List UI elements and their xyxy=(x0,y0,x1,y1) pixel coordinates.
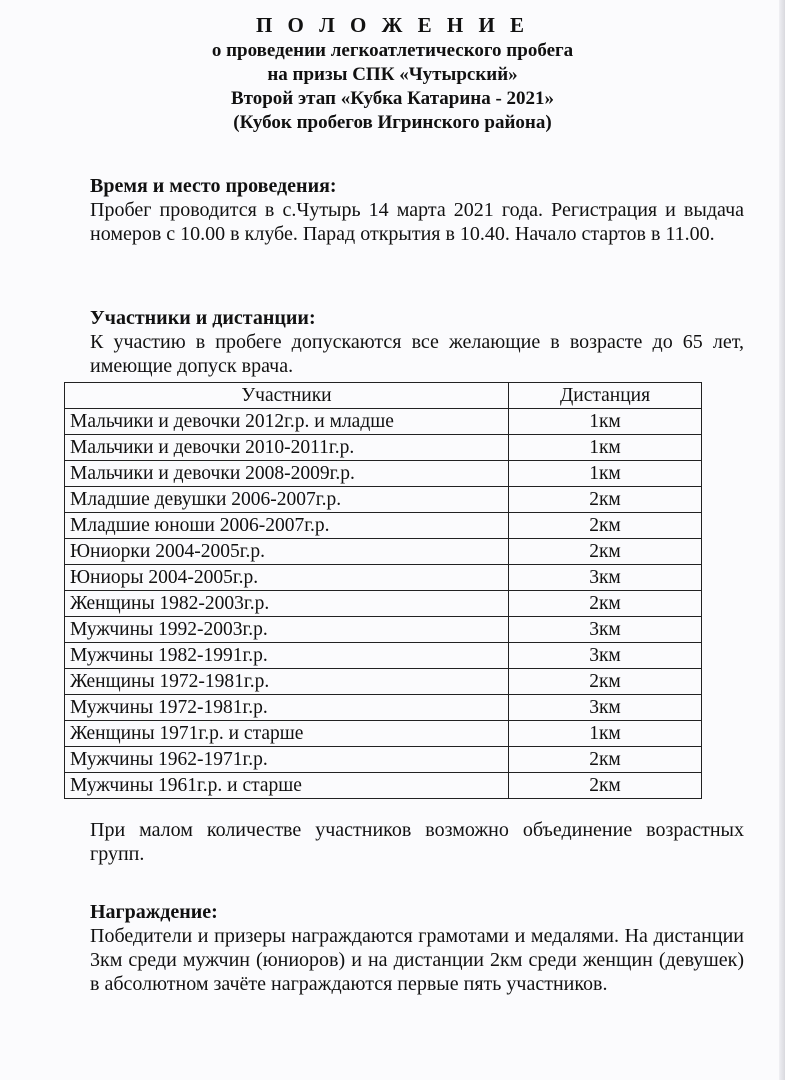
participants-text: К участию в пробеге допускаются все желающие в возрасте до 65 лет, имеющие допуск врача. xyxy=(90,331,744,377)
participant-group-cell: Юниорки 2004-2005г.р. xyxy=(65,539,509,565)
table-row xyxy=(65,721,702,747)
table-body xyxy=(65,409,702,799)
participant-group-cell: Мужчины 1992-2003г.р. xyxy=(65,617,509,643)
distance-cell: 1км xyxy=(509,721,702,747)
table-row xyxy=(65,513,702,539)
participant-group-cell: Мальчики и девочки 2012г.р. и младше xyxy=(65,409,509,435)
participant-group-cell: Женщины 1982-2003г.р. xyxy=(65,591,509,617)
distance-cell: 3км xyxy=(509,643,702,669)
participant-group-cell: Женщины 1971г.р. и старше xyxy=(65,721,509,747)
distances-table xyxy=(64,382,702,799)
table-row xyxy=(65,461,702,487)
distance-cell: 2км xyxy=(509,773,702,799)
document-title: П О Л О Ж Е Н И Е xyxy=(255,13,530,37)
distance-cell: 2км xyxy=(509,539,702,565)
distance-cell: 3км xyxy=(509,617,702,643)
awards-section xyxy=(90,900,744,996)
participant-group-cell: Младшие юноши 2006-2007г.р. xyxy=(65,513,509,539)
participant-group-cell: Женщины 1972-1981г.р. xyxy=(65,669,509,695)
table-row xyxy=(65,669,702,695)
participant-group-cell: Мужчины 1962-1971г.р. xyxy=(65,747,509,773)
distance-cell: 1км xyxy=(509,409,702,435)
table-header-row xyxy=(65,383,702,409)
header-participants: Участники xyxy=(65,383,509,409)
distance-cell: 3км xyxy=(509,695,702,721)
distance-cell: 2км xyxy=(509,669,702,695)
participants-section xyxy=(90,306,744,378)
distance-cell: 2км xyxy=(509,747,702,773)
time-place-heading: Время и место проведения: xyxy=(90,175,337,197)
distance-cell: 1км xyxy=(509,461,702,487)
distance-cell: 3км xyxy=(509,565,702,591)
table-row xyxy=(65,643,702,669)
awards-text: Победители и призеры награждаются грамотами и медалями. На дистанции 3км среди мужчин (юниоров) и на дистанции 2км среди женщин (девушек) в абсолютном зачёте награждаются первые пять участников. xyxy=(90,925,744,995)
table-row xyxy=(65,487,702,513)
header-distance: Дистанция xyxy=(509,383,702,409)
table-row xyxy=(65,435,702,461)
table-row xyxy=(65,747,702,773)
title-line-2: о проведении легкоатлетического пробега xyxy=(211,40,574,61)
table-row xyxy=(65,773,702,799)
note-text: При малом количестве участников возможно объединение возрастных групп. xyxy=(90,819,744,865)
title-line-4: Второй этап «Кубка Катарина - 2021» xyxy=(230,88,555,109)
time-place-section xyxy=(90,174,744,246)
participant-group-cell: Мальчики и девочки 2008-2009г.р. xyxy=(65,461,509,487)
participant-group-cell: Мужчины 1982-1991г.р. xyxy=(65,643,509,669)
table-row xyxy=(65,617,702,643)
distance-cell: 2км xyxy=(509,513,702,539)
time-place-text: Пробег проводится в с.Чутырь 14 марта 2021 года. Регистрация и выдача номеров с 10.00 в клубе. Парад открытия в 10.40. Начало стартов в 11.00. xyxy=(90,199,744,245)
distance-cell: 2км xyxy=(509,591,702,617)
participant-group-cell: Юниоры 2004-2005г.р. xyxy=(65,565,509,591)
table-row xyxy=(65,539,702,565)
distance-cell: 2км xyxy=(509,487,702,513)
title-line-5: (Кубок пробегов Игринского района) xyxy=(233,112,552,133)
awards-heading: Награждение: xyxy=(90,901,218,923)
distance-cell: 1км xyxy=(509,435,702,461)
participant-group-cell: Мужчины 1961г.р. и старше xyxy=(65,773,509,799)
participant-group-cell: Мужчины 1972-1981г.р. xyxy=(65,695,509,721)
table-row xyxy=(65,409,702,435)
title-line-3: на призы СПК «Чутырский» xyxy=(267,64,518,85)
table-row xyxy=(65,565,702,591)
table-row xyxy=(65,591,702,617)
document-title-block xyxy=(0,12,785,135)
participant-group-cell: Мальчики и девочки 2010-2011г.р. xyxy=(65,435,509,461)
table-row xyxy=(65,695,702,721)
scan-edge xyxy=(779,0,785,1080)
participants-heading: Участники и дистанции: xyxy=(90,307,316,329)
participant-group-cell: Младшие девушки 2006-2007г.р. xyxy=(65,487,509,513)
